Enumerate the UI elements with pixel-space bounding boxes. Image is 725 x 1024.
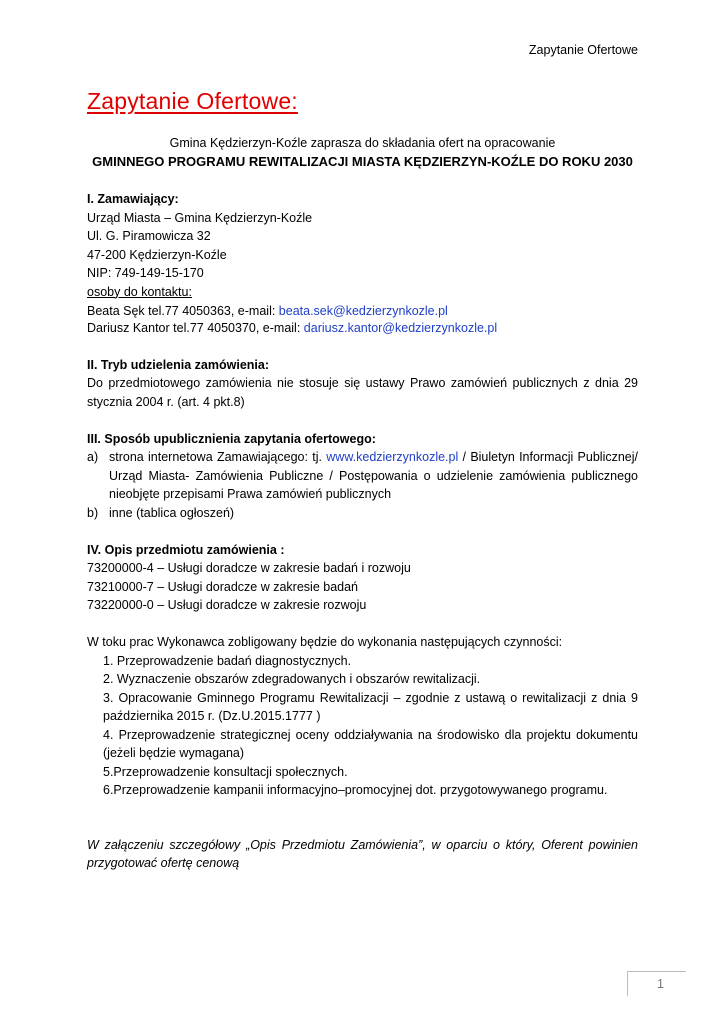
task-item: 6.Przeprowadzenie kampanii informacyjno–promocyjnej dot. przygotowywanego programu. xyxy=(103,783,608,797)
list-letter: a) xyxy=(87,450,99,464)
list-text-part: / Biuletyn Informacji Publicznej/ Urząd Miasta- Zamówienia Publiczne / Postępowania o udzielenie zamówienia publicznego nieobjęte przepisami Prawa zamówień publicznych xyxy=(109,450,638,501)
closing-note: W załączeniu szczegółowy „Opis Przedmiotu Zamówienia”, w oparciu o który, Oferent powinien przygotować ofertę cenową xyxy=(87,837,638,870)
list-text xyxy=(109,448,638,504)
intro-block xyxy=(87,134,638,171)
cpv-code-line: 73220000-0 – Usługi doradcze w zakresie rozwoju xyxy=(87,598,367,612)
page-number: 1 xyxy=(657,977,664,991)
address-line: Urząd Miasta – Gmina Kędzierzyn-Koźle xyxy=(87,210,313,225)
contact-email-link[interactable]: beata.sek@kedzierzynkozle.pl xyxy=(278,304,448,318)
running-header: Zapytanie Ofertowe xyxy=(528,43,638,57)
contact-text: Beata Sęk tel.77 4050363, e-mail: xyxy=(87,304,279,318)
contact-text: Dariusz Kantor tel.77 4050370, e-mail: xyxy=(87,321,304,335)
intro-subject: GMINNEGO PROGRAMU REWITALIZACJI MIASTA KĘDZIERZYN-KOŹLE DO ROKU 2030 xyxy=(92,154,633,169)
section-procedure xyxy=(87,356,638,412)
task-list xyxy=(87,652,638,800)
cpv-code-line: 73200000-4 – Usługi doradcze w zakresie badań i rozwoju xyxy=(87,561,411,575)
tasks-intro: W toku prac Wykonawca zobligowany będzie do wykonania następujących czynności: xyxy=(87,635,563,649)
contact-email-link[interactable]: dariusz.kantor@kedzierzynkozle.pl xyxy=(303,321,498,335)
list-text-part: strona internetowa Zamawiającego: tj. xyxy=(109,450,327,464)
section-subject xyxy=(87,541,638,615)
cpv-code-line: 73210000-7 – Usługi doradcze w zakresie badań xyxy=(87,579,359,594)
task-item: 5.Przeprowadzenie konsultacji społecznych. xyxy=(103,764,348,779)
list-text: inne (tablica ogłoszeń) xyxy=(109,505,235,520)
section-heading: IV. Opis przedmiotu zamówienia : xyxy=(87,542,285,557)
contact-line xyxy=(87,320,638,337)
section-heading: I. Zamawiający: xyxy=(87,192,179,206)
section-publication xyxy=(87,430,638,523)
document-title: Zapytanie Ofertowe: xyxy=(87,88,298,114)
section-heading: II. Tryb udzielenia zamówienia: xyxy=(87,357,269,372)
document-body xyxy=(87,190,638,873)
address-line: Ul. G. Piramowicza 32 xyxy=(87,229,211,243)
list-item xyxy=(87,504,638,523)
list-letter: b) xyxy=(87,505,99,520)
task-item: 2. Wyznaczenie obszarów zdegradowanych i obszarów rewitalizacji. xyxy=(103,672,481,686)
section-heading: III. Sposób upublicznienia zapytania ofertowego: xyxy=(87,431,376,446)
task-item: 1. Przeprowadzenie badań diagnostycznych. xyxy=(103,653,352,668)
intro-line: Gmina Kędzierzyn-Koźle zaprasza do składania ofert na opracowanie xyxy=(169,136,556,150)
paragraph: Do przedmiotowego zamówienia nie stosuje się ustawy Prawo zamówień publicznych z dnia 29 stycznia 2004 r. (art. 4 pkt.8) xyxy=(87,376,638,409)
contacts-label: osoby do kontaktu: xyxy=(87,284,192,299)
section-ordering-party xyxy=(87,190,638,337)
website-link[interactable]: www.kedzierzynkozle.pl xyxy=(326,450,459,464)
list-item xyxy=(87,448,638,504)
page-number-box xyxy=(627,971,686,996)
nip-line: NIP: 749-149-15-170 xyxy=(87,266,204,280)
contact-line xyxy=(87,303,638,320)
address-line: 47-200 Kędzierzyn-Koźle xyxy=(87,247,227,262)
section-tasks xyxy=(87,633,638,800)
task-item: 4. Przeprowadzenie strategicznej oceny oddziaływania na środowisko dla projektu dokumentu (jeżeli będzie wymagana) xyxy=(103,727,638,760)
task-item: 3. Opracowanie Gminnego Programu Rewitalizacji – zgodnie z ustawą o rewitalizacji z dnia 9 października 2015 r. (Dz.U.2015.1777 ) xyxy=(103,690,638,723)
